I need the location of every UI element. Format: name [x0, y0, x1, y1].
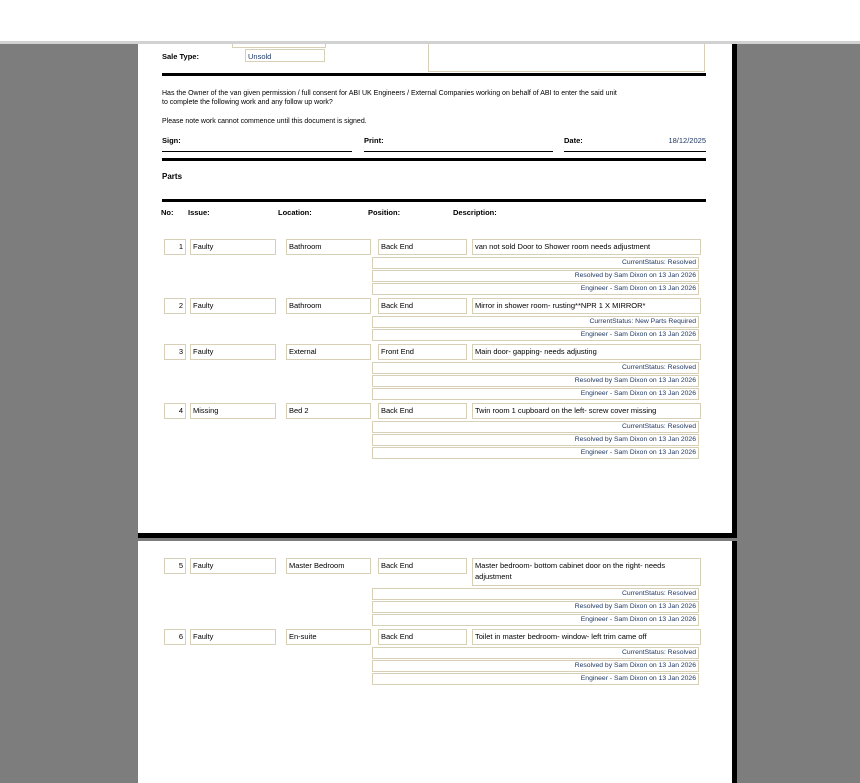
location-field[interactable]: Bathroom — [286, 298, 371, 314]
description-field[interactable]: Master bedroom- bottom cabinet door on the right- needs adjustment — [472, 558, 701, 586]
position-field[interactable]: Back End — [378, 298, 467, 314]
status-line: CurrentStatus: Resolved — [372, 421, 699, 433]
section-divider — [162, 158, 706, 161]
status-line: Resolved by Sam Dixon on 13 Jan 2026 — [372, 375, 699, 387]
parts-row-2 — [138, 298, 732, 341]
status-line: Resolved by Sam Dixon on 13 Jan 2026 — [372, 601, 699, 613]
status-line: CurrentStatus: Resolved — [372, 362, 699, 374]
column-header-position: Position: — [368, 208, 401, 217]
column-header-description: Description: — [453, 208, 497, 217]
note-text: Please note work cannot commence until this document is signed. — [162, 118, 367, 125]
document-preview-pane[interactable] — [0, 44, 860, 783]
sign-line[interactable] — [162, 151, 352, 152]
sale-type-field[interactable]: Unsold — [245, 49, 325, 62]
row-fields — [138, 403, 732, 419]
document-page-1 — [138, 44, 737, 538]
status-line: Engineer - Sam Dixon on 13 Jan 2026 — [372, 329, 699, 341]
status-line: Engineer - Sam Dixon on 13 Jan 2026 — [372, 673, 699, 685]
issue-field[interactable]: Faulty — [190, 239, 276, 255]
no-field[interactable]: 6 — [164, 629, 186, 645]
parts-row-3 — [138, 344, 732, 400]
print-line[interactable] — [364, 151, 553, 152]
description-field[interactable]: Twin room 1 cupboard on the left- screw cover missing — [472, 403, 701, 419]
description-field[interactable]: van not sold Door to Shower room needs adjustment — [472, 239, 701, 255]
cutoff-field-box[interactable] — [232, 44, 326, 48]
status-line: Engineer - Sam Dixon on 13 Jan 2026 — [372, 447, 699, 459]
parts-row-1 — [138, 239, 732, 295]
section-divider — [162, 73, 706, 76]
no-field[interactable]: 1 — [164, 239, 186, 255]
column-header-location: Location: — [278, 208, 312, 217]
row-fields — [138, 239, 732, 255]
status-line: Resolved by Sam Dixon on 13 Jan 2026 — [372, 660, 699, 672]
description-field[interactable]: Main door- gapping- needs adjusting — [472, 344, 701, 360]
sign-label: Sign: — [162, 136, 181, 145]
location-field[interactable]: External — [286, 344, 371, 360]
status-line: CurrentStatus: Resolved — [372, 647, 699, 659]
status-line: Engineer - Sam Dixon on 13 Jan 2026 — [372, 388, 699, 400]
location-field[interactable]: Bed 2 — [286, 403, 371, 419]
column-header-issue: Issue: — [188, 208, 210, 217]
app-header-strip — [0, 0, 860, 44]
location-field[interactable]: Master Bedroom — [286, 558, 371, 574]
date-value: 18/12/2025 — [668, 136, 706, 145]
parts-row-4 — [138, 403, 732, 459]
row-fields — [138, 558, 732, 586]
issue-field[interactable]: Faulty — [190, 629, 276, 645]
description-field[interactable]: Mirror in shower room- rusting**NPR 1 X MIRROR* — [472, 298, 701, 314]
status-line: Engineer - Sam Dixon on 13 Jan 2026 — [372, 614, 699, 626]
no-field[interactable]: 5 — [164, 558, 186, 574]
parts-rows-page2 — [138, 558, 732, 688]
permission-text-line1: Has the Owner of the van given permission / full consent for ABI UK Engineers / External Companies working on behalf of ABI to enter the said unit — [162, 90, 617, 97]
parts-row-6 — [138, 629, 732, 685]
row-fields — [138, 629, 732, 645]
description-field[interactable]: Toilet in master bedroom- window- left trim came off — [472, 629, 701, 645]
position-field[interactable]: Front End — [378, 344, 467, 360]
row-fields — [138, 298, 732, 314]
permission-paragraph — [162, 89, 712, 107]
document-page-2 — [138, 541, 737, 783]
issue-field[interactable]: Faulty — [190, 298, 276, 314]
permission-text-line2: to complete the following work and any follow up work? — [162, 99, 333, 106]
status-line: Engineer - Sam Dixon on 13 Jan 2026 — [372, 283, 699, 295]
comments-field-box[interactable] — [428, 44, 705, 72]
sale-type-label: Sale Type: — [162, 52, 199, 61]
issue-field[interactable]: Faulty — [190, 558, 276, 574]
status-line: CurrentStatus: Resolved — [372, 588, 699, 600]
parts-row-5 — [138, 558, 732, 626]
position-field[interactable]: Back End — [378, 629, 467, 645]
status-line: CurrentStatus: Resolved — [372, 257, 699, 269]
section-divider — [162, 199, 706, 202]
date-label: Date: — [564, 136, 583, 145]
status-line: Resolved by Sam Dixon on 13 Jan 2026 — [372, 270, 699, 282]
location-field[interactable]: Bathroom — [286, 239, 371, 255]
position-field[interactable]: Back End — [378, 239, 467, 255]
date-line — [564, 151, 706, 152]
parts-section-title: Parts — [162, 172, 183, 181]
no-field[interactable]: 3 — [164, 344, 186, 360]
parts-rows-page1 — [138, 239, 732, 462]
issue-field[interactable]: Missing — [190, 403, 276, 419]
issue-field[interactable]: Faulty — [190, 344, 276, 360]
position-field[interactable]: Back End — [378, 403, 467, 419]
column-header-no: No: — [161, 208, 174, 217]
status-line: Resolved by Sam Dixon on 13 Jan 2026 — [372, 434, 699, 446]
position-field[interactable]: Back End — [378, 558, 467, 574]
no-field[interactable]: 2 — [164, 298, 186, 314]
location-field[interactable]: En-suite — [286, 629, 371, 645]
status-line: CurrentStatus: New Parts Required — [372, 316, 699, 328]
print-label: Print: — [364, 136, 384, 145]
row-fields — [138, 344, 732, 360]
no-field[interactable]: 4 — [164, 403, 186, 419]
